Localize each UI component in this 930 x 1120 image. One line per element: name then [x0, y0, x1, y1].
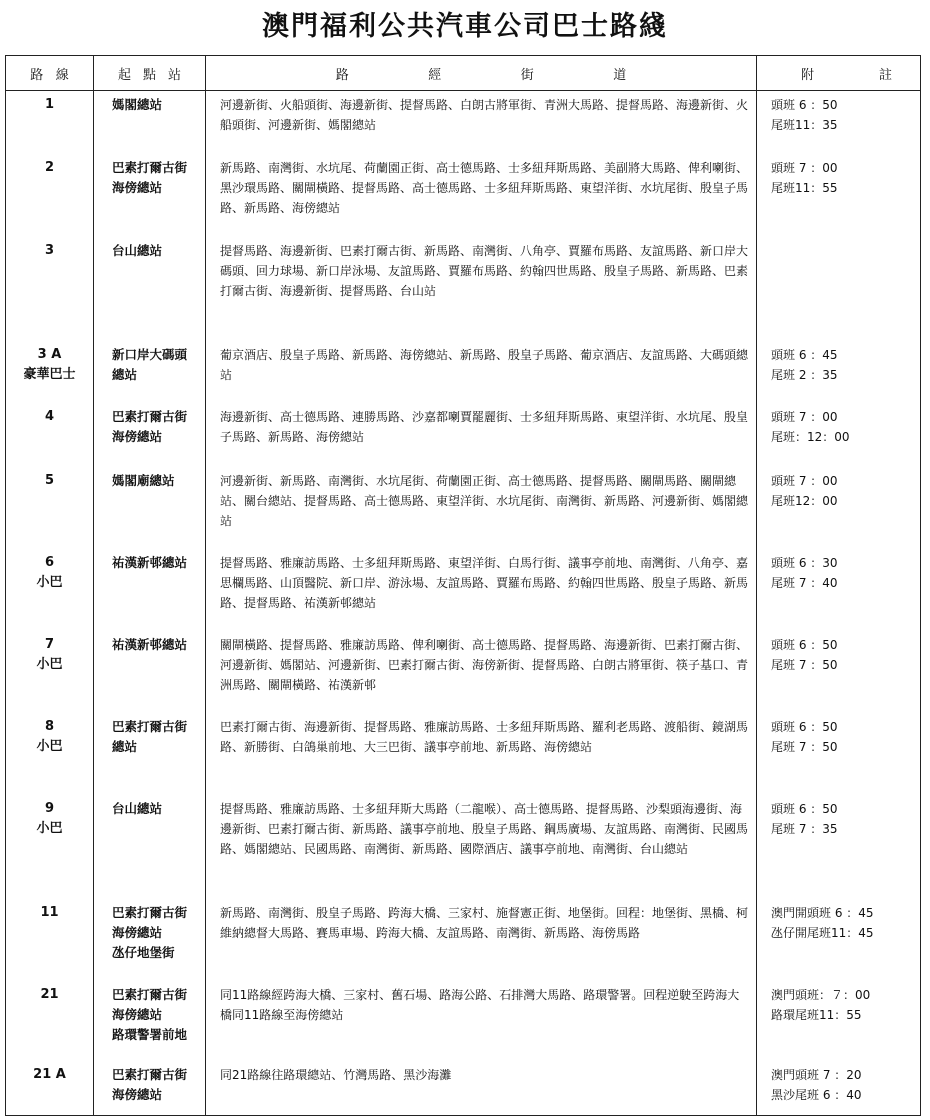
table-header-row — [6, 56, 921, 91]
schedule-note-cell-line: 頭班 7 ：00 — [771, 409, 838, 424]
start-station-cell — [94, 403, 206, 467]
header-path-char: 道 — [613, 67, 627, 83]
route-streets-cell — [206, 795, 757, 899]
route-number-cell-line: 21 A — [33, 1066, 66, 1082]
route-number-cell-line: 3 — [44, 242, 55, 258]
route-number-cell-line: 5 — [44, 472, 55, 488]
start-station-cell-line: 海傍總站 — [112, 179, 163, 195]
route-number-cell — [6, 549, 94, 631]
schedule-note-cell-line: 頭班 7 ：00 — [771, 160, 838, 175]
schedule-note-cell — [757, 981, 921, 1061]
table-row — [6, 549, 921, 631]
table-row — [6, 899, 921, 981]
header-route-char: 路 — [30, 67, 44, 83]
route-streets-cell-text: 葡京酒店、殷皇子馬路、新馬路、海傍總站、新馬路、殷皇子馬路、葡京酒店、友誼馬路、大碼頭總站 — [220, 347, 749, 382]
route-streets-cell — [206, 1061, 757, 1116]
header-start — [94, 56, 206, 91]
start-station-cell-line: 祐漢新邨總站 — [112, 554, 188, 570]
document-title: 澳門福利公共汽車公司巴士路綫 — [262, 11, 668, 42]
start-station-cell — [94, 549, 206, 631]
route-streets-cell-text: 河邊新街、新馬路、南灣街、水坑尾街、荷蘭園正街、高士德馬路、提督馬路、關閘馬路、關閘總站、關台總站、提督馬路、高士德馬路、東望洋街、水坑尾街、南灣街、新馬路、河邊新街、媽閣總站 — [220, 473, 749, 528]
route-streets-cell-text: 新馬路、南灣街、殷皇子馬路、跨海大橋、三家村、施督憲正街、地堡街。回程：地堡街、黑橋、柯維納總督大馬路、賽馬車場、跨海大橋、友誼馬路、南灣街、新馬路、海傍馬路 — [220, 905, 749, 940]
header-start-char: 站 — [167, 67, 181, 83]
route-streets-cell — [206, 899, 757, 981]
route-streets-cell-text: 巴素打爾古街、海邊新街、提督馬路、雅廉訪馬路、士多紐拜斯馬路、羅利老馬路、渡船街、鏡湖馬路、新勝街、白鴿巢前地、大三巴街、議事亭前地、新馬路、海傍總站 — [220, 719, 749, 754]
route-number-cell-line: 6 — [44, 554, 55, 570]
route-streets-cell-text: 同11路線經跨海大橋、三家村、舊石場、路海公路、石排灣大馬路、路環警署。回程逆駛至跨海大橋同11路線至海傍總站 — [220, 987, 740, 1022]
start-station-cell — [94, 237, 206, 341]
start-station-cell-line: 巴素打爾古街 — [112, 159, 188, 175]
table-row — [6, 403, 921, 467]
table-row — [6, 631, 921, 713]
schedule-note-cell-line: 路環尾班11：55 — [771, 1007, 862, 1022]
start-station-cell-line: 祐漢新邨總站 — [112, 636, 188, 652]
start-station-cell-line: 總站 — [112, 738, 138, 754]
schedule-note-cell-line: 氹仔開尾班11：45 — [771, 925, 874, 940]
route-number-cell — [6, 899, 94, 981]
schedule-note-cell — [757, 795, 921, 899]
schedule-note-cell-line: 尾班12：00 — [771, 493, 838, 508]
table-row — [6, 467, 921, 549]
start-station-cell — [94, 631, 206, 713]
route-number-cell — [6, 154, 94, 237]
header-path — [206, 56, 757, 91]
start-station-cell-line: 總站 — [112, 366, 138, 382]
route-streets-cell — [206, 713, 757, 795]
start-station-cell-line: 台山總站 — [112, 242, 163, 258]
schedule-note-cell-line: 尾班：12：00 — [771, 429, 850, 444]
route-number-cell-line: 小巴 — [36, 738, 63, 754]
header-path-char: 街 — [520, 67, 534, 83]
route-number-cell — [6, 795, 94, 899]
route-streets-cell — [206, 237, 757, 341]
schedule-note-cell-line: 頭班 7 ：00 — [771, 473, 838, 488]
schedule-note-cell-line: 頭班 6 ：45 — [771, 347, 838, 362]
table-row — [6, 981, 921, 1061]
start-station-cell-line: 路環警署前地 — [112, 1026, 188, 1042]
schedule-note-cell-line: 尾班 7 ：35 — [771, 821, 838, 836]
schedule-note-cell — [757, 1061, 921, 1116]
header-route — [6, 56, 94, 91]
schedule-note-cell-line: 尾班 7 ：50 — [771, 657, 838, 672]
route-number-cell-line: 2 — [44, 159, 55, 175]
schedule-note-cell-line: 黑沙尾班 6 ：40 — [771, 1087, 862, 1102]
route-number-cell — [6, 631, 94, 713]
route-streets-cell-text: 關閘橫路、提督馬路、雅廉訪馬路、俾利喇街、高士德馬路、提督馬路、海邊新街、巴素打爾古街、河邊新街、媽閣站、河邊新街、巴素打爾古街、海傍新街、提督馬路、白朗古將軍街、筷子基口、青洲馬路、關閘橫路、祐漢新邨 — [220, 637, 749, 692]
schedule-note-cell — [757, 713, 921, 795]
schedule-note-cell-line: 頭班 6 ：30 — [771, 555, 838, 570]
schedule-note-cell-line: 澳門頭班 7 ：20 — [771, 1067, 862, 1082]
route-number-cell — [6, 237, 94, 341]
start-station-cell-line: 海傍總站 — [112, 1006, 163, 1022]
route-streets-cell-text: 海邊新街、高士德馬路、連勝馬路、沙嘉都喇賈罷麗街、士多紐拜斯馬路、東望洋街、水坑尾、殷皇子馬路、新馬路、海傍總站 — [220, 409, 749, 444]
start-station-cell-line: 海傍總站 — [112, 924, 163, 940]
start-station-cell-line: 氹仔地堡街 — [112, 944, 175, 960]
start-station-cell — [94, 467, 206, 549]
route-streets-cell — [206, 549, 757, 631]
route-number-cell-line: 4 — [44, 408, 55, 424]
header-note-char: 附 — [801, 67, 815, 83]
header-start-char: 起 — [117, 67, 131, 83]
route-number-cell-line: 11 — [40, 904, 59, 920]
route-number-cell-line: 小巴 — [36, 656, 63, 672]
route-number-cell — [6, 341, 94, 403]
header-route-char: 線 — [55, 67, 69, 83]
header-note — [757, 56, 921, 91]
table-row — [6, 154, 921, 237]
start-station-cell — [94, 713, 206, 795]
schedule-note-cell-line: 尾班 7 ：50 — [771, 739, 838, 754]
schedule-note-cell — [757, 154, 921, 237]
route-streets-cell-text: 提督馬路、雅廉訪馬路、士多紐拜斯大馬路（二龍喉）、高士德馬路、提督馬路、沙梨頭海邊街、海邊新街、巴素打爾古街、新馬路、議事亭前地、殷皇子馬路、鋼馬廣場、友誼馬路、南灣街、民國馬路、媽閣總站、民國馬路、南灣街、新馬路、國際酒店、議事亭前地、南灣街、台山總站 — [220, 801, 749, 856]
table-row — [6, 237, 921, 341]
route-table — [5, 55, 921, 1116]
route-number-cell-line: 小巴 — [36, 820, 63, 836]
route-streets-cell-text: 河邊新街、火船頭街、海邊新街、提督馬路、白朗古將軍街、青洲大馬路、提督馬路、海邊新街、火船頭街、河邊新街、媽閣總站 — [220, 98, 749, 132]
start-station-cell-line: 巴素打爾古街 — [112, 718, 188, 734]
route-number-cell-line: 1 — [44, 97, 55, 112]
route-number-cell-line: 8 — [44, 718, 55, 734]
route-streets-cell — [206, 467, 757, 549]
schedule-note-cell-line: 頭班 6 ：50 — [771, 801, 838, 816]
start-station-cell-line: 巴素打爾古街 — [112, 986, 188, 1002]
route-streets-cell — [206, 154, 757, 237]
route-streets-cell — [206, 341, 757, 403]
schedule-note-cell-line: 澳門開頭班 6 ：45 — [771, 905, 874, 920]
route-number-cell — [6, 981, 94, 1061]
start-station-cell — [94, 795, 206, 899]
schedule-note-cell — [757, 403, 921, 467]
route-streets-cell — [206, 981, 757, 1061]
route-number-cell-line: 小巴 — [36, 574, 63, 590]
header-start-char: 點 — [142, 67, 156, 83]
start-station-cell — [94, 154, 206, 237]
schedule-note-cell-line: 頭班 6 ：50 — [771, 637, 838, 652]
start-station-cell — [94, 899, 206, 981]
start-station-cell-line: 海傍總站 — [112, 1086, 163, 1102]
route-number-cell-line: 3 A — [37, 346, 62, 362]
schedule-note-cell-line: 澳門頭班：７：00 — [771, 987, 871, 1002]
start-station-cell-line: 台山總站 — [112, 800, 163, 816]
schedule-note-cell-line: 尾班 2 ：35 — [771, 367, 838, 382]
start-station-cell-line: 巴素打爾古街 — [112, 904, 188, 920]
start-station-cell-line: 新口岸大碼頭 — [112, 346, 188, 362]
route-number-cell-line: 21 — [40, 986, 59, 1002]
table-row — [6, 713, 921, 795]
start-station-cell-line: 媽閣廟總站 — [112, 472, 175, 488]
start-station-cell-line: 海傍總站 — [112, 428, 163, 444]
schedule-note-cell — [757, 341, 921, 403]
schedule-note-cell-line: 尾班 7 ：40 — [771, 575, 838, 590]
route-number-cell — [6, 1061, 94, 1116]
schedule-note-cell — [757, 549, 921, 631]
start-station-cell-line: 媽閣總站 — [112, 97, 163, 112]
route-streets-cell-text: 提督馬路、雅廉訪馬路、士多紐拜斯馬路、東望洋街、白馬行街、議事亭前地、南灣街、八角亭、嘉思欄馬路、山頂醫院、新口岸、游泳場、友誼馬路、賈羅布馬路、約翰四世馬路、殷皇子馬路、新馬路、提督馬路、祐漢新邨總站 — [220, 555, 749, 610]
route-streets-cell-text: 同21路線往路環總站、竹灣馬路、黑沙海灘 — [220, 1067, 452, 1082]
schedule-note-cell-line: 頭班 6 ：50 — [771, 98, 838, 112]
schedule-note-cell-line: 頭班 6 ：50 — [771, 719, 838, 734]
schedule-note-cell — [757, 631, 921, 713]
schedule-note-cell — [757, 237, 921, 341]
route-streets-cell — [206, 403, 757, 467]
route-streets-cell-text: 提督馬路、海邊新街、巴素打爾古街、新馬路、南灣街、八角亭、賈羅布馬路、友誼馬路、新口岸大碼頭、回力球場、新口岸泳場、友誼馬路、賈羅布馬路、約翰四世馬路、殷皇子馬路、新馬路、巴素打爾古街、海邊新街、提督馬路、台山站 — [220, 243, 749, 298]
route-number-cell — [6, 467, 94, 549]
table-row — [6, 1061, 921, 1116]
route-number-cell — [6, 91, 94, 154]
start-station-cell-line: 巴素打爾古街 — [112, 408, 188, 424]
route-number-cell-line: 豪華巴士 — [23, 366, 76, 382]
schedule-note-cell-line: 尾班11：55 — [771, 180, 838, 195]
route-streets-cell — [206, 631, 757, 713]
start-station-cell — [94, 341, 206, 403]
start-station-cell — [94, 981, 206, 1061]
route-number-cell — [6, 713, 94, 795]
route-number-cell-line: 9 — [44, 800, 55, 816]
table-row — [6, 91, 921, 154]
schedule-note-cell — [757, 899, 921, 981]
start-station-cell — [94, 91, 206, 154]
header-path-char: 路 — [335, 67, 349, 83]
route-streets-cell — [206, 91, 757, 154]
route-streets-cell-text: 新馬路、南灣街、水坑尾、荷蘭園正街、高士德馬路、士多紐拜斯馬路、美副將大馬路、俾利喇街、黑沙環馬路、關閘橫路、提督馬路、高士德馬路、士多紐拜斯馬路、東望洋街、水坑尾街、殷皇子馬路、新馬路、海傍總站 — [220, 160, 749, 215]
start-station-cell-line: 巴素打爾古街 — [112, 1066, 188, 1082]
header-note-char: 註 — [878, 67, 892, 83]
schedule-note-cell-line: 尾班11：35 — [771, 118, 838, 132]
start-station-cell — [94, 1061, 206, 1116]
route-table-body — [6, 91, 921, 1116]
header-path-char: 經 — [428, 67, 442, 83]
table-row — [6, 795, 921, 899]
route-number-cell — [6, 403, 94, 467]
schedule-note-cell — [757, 91, 921, 154]
route-number-cell-line: 7 — [44, 636, 55, 652]
table-row — [6, 341, 921, 403]
schedule-note-cell — [757, 467, 921, 549]
